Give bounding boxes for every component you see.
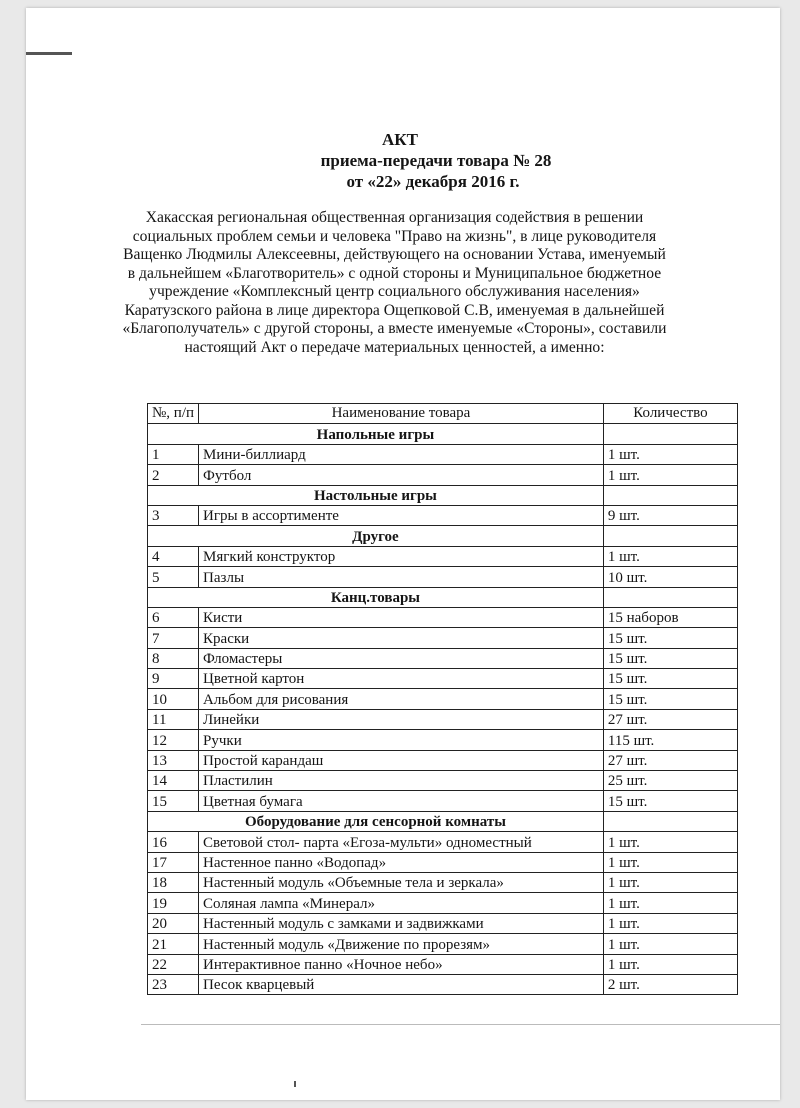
section-title: Настольные игры: [148, 485, 604, 505]
section-row: [148, 811, 738, 831]
cell-num: 12: [148, 730, 199, 750]
cell-num: 20: [148, 913, 199, 933]
cell-name: Пластилин: [199, 771, 604, 791]
cell-qty: 1 шт.: [603, 832, 737, 852]
table-row: [148, 791, 738, 811]
table-row: [148, 689, 738, 709]
cell-name: Световой стол- парта «Егоза-мульти» одноместный: [199, 832, 604, 852]
section-qty-cell: [603, 485, 737, 505]
cell-qty: 27 шт.: [603, 750, 737, 770]
cell-qty: 1 шт.: [603, 465, 737, 485]
section-qty-cell: [603, 526, 737, 546]
section-row: [148, 424, 738, 444]
table-row: [148, 607, 738, 627]
intro-text: Хакасская региональная общественная организация содействия в решении социальных проблем семьи и человека "Право на жизнь", в лице руководителя Ващенко Людмилы Алексеевны, действующего на основании Устава, именуемый в дальнейшем «Благотворитель» с одной стороны и Муниципальное бюджетное учреждение «Комплексный центр социального обслуживания населения» Каратузского района в лице директора Ощепковой С.В, именуемая в дальнейшей «Благополучатель» с другой стороны, а вместе именуемые «Стороны», составили настоящий Акт о передаче материальных ценностей, а именно:: [122, 209, 667, 356]
cell-qty: 15 шт.: [603, 689, 737, 709]
cell-qty: 115 шт.: [603, 730, 737, 750]
cell-num: 17: [148, 852, 199, 872]
cell-qty: 15 шт.: [603, 791, 737, 811]
table-row: [148, 546, 738, 566]
cell-qty: 1 шт.: [603, 546, 737, 566]
header-num: №, п/п: [148, 404, 199, 424]
document-page: [26, 8, 780, 1100]
section-qty-cell: [603, 811, 737, 831]
document-title: АКТ: [382, 130, 418, 149]
cell-name: Кисти: [199, 607, 604, 627]
cell-num: 11: [148, 709, 199, 729]
cell-qty: 1 шт.: [603, 913, 737, 933]
cell-num: 13: [148, 750, 199, 770]
table-row: [148, 709, 738, 729]
section-title: Оборудование для сенсорной комнаты: [148, 811, 604, 831]
cell-name: Цветная бумага: [199, 791, 604, 811]
cell-name: Цветной картон: [199, 669, 604, 689]
cell-name: Пазлы: [199, 567, 604, 587]
cell-num: 9: [148, 669, 199, 689]
cell-qty: 15 наборов: [603, 607, 737, 627]
table-row: [148, 669, 738, 689]
cell-name: Настенный модуль «Объемные тела и зеркала»: [199, 872, 604, 892]
cell-name: Интерактивное панно «Ночное небо»: [199, 954, 604, 974]
table-row: [148, 913, 738, 933]
cell-name: Линейки: [199, 709, 604, 729]
goods-table: [147, 403, 738, 995]
table-row: [148, 974, 738, 994]
section-row: [148, 526, 738, 546]
cell-qty: 15 шт.: [603, 669, 737, 689]
cell-qty: 25 шт.: [603, 771, 737, 791]
cell-num: 4: [148, 546, 199, 566]
cell-qty: 1 шт.: [603, 934, 737, 954]
cell-qty: 15 шт.: [603, 628, 737, 648]
table-row: [148, 505, 738, 525]
cell-name: Ручки: [199, 730, 604, 750]
cell-num: 23: [148, 974, 199, 994]
cell-name: Игры в ассортименте: [199, 505, 604, 525]
cell-num: 1: [148, 444, 199, 464]
cell-num: 6: [148, 607, 199, 627]
table-row: [148, 832, 738, 852]
table-row: [148, 934, 738, 954]
cell-name: Краски: [199, 628, 604, 648]
cell-num: 2: [148, 465, 199, 485]
cell-name: Мини-биллиард: [199, 444, 604, 464]
cell-name: Настенный модуль «Движение по прорезям»: [199, 934, 604, 954]
cell-num: 14: [148, 771, 199, 791]
section-title: Канц.товары: [148, 587, 604, 607]
table-row: [148, 465, 738, 485]
cell-qty: 10 шт.: [603, 567, 737, 587]
document-date: от «22» декабря 2016 г.: [346, 172, 520, 191]
cell-qty: 9 шт.: [603, 505, 737, 525]
cell-name: Настенный модуль с замками и задвижками: [199, 913, 604, 933]
cell-qty: 15 шт.: [603, 648, 737, 668]
table-row: [148, 852, 738, 872]
table-row: [148, 872, 738, 892]
cell-num: 8: [148, 648, 199, 668]
section-row: [148, 485, 738, 505]
table-row: [148, 730, 738, 750]
table-row: [148, 771, 738, 791]
cell-qty: 1 шт.: [603, 852, 737, 872]
cell-num: 16: [148, 832, 199, 852]
table-row: [148, 444, 738, 464]
goods-table-body: [148, 424, 738, 995]
section-row: [148, 587, 738, 607]
cell-qty: 27 шт.: [603, 709, 737, 729]
section-qty-cell: [603, 424, 737, 444]
cell-qty: 1 шт.: [603, 872, 737, 892]
cell-num: 7: [148, 628, 199, 648]
cell-num: 19: [148, 893, 199, 913]
bottom-rule: [141, 1024, 780, 1025]
header-name: Наименование товара: [199, 404, 604, 424]
cell-qty: 1 шт.: [603, 893, 737, 913]
section-title: Напольные игры: [148, 424, 604, 444]
scan-mark-bottom: [294, 1081, 296, 1087]
scan-mark: [26, 52, 72, 55]
cell-qty: 1 шт.: [603, 954, 737, 974]
cell-num: 21: [148, 934, 199, 954]
cell-name: Фломастеры: [199, 648, 604, 668]
cell-qty: 2 шт.: [603, 974, 737, 994]
cell-name: Соляная лампа «Минерал»: [199, 893, 604, 913]
cell-num: 18: [148, 872, 199, 892]
table-header-row: [148, 404, 738, 424]
cell-num: 5: [148, 567, 199, 587]
table-row: [148, 628, 738, 648]
cell-num: 10: [148, 689, 199, 709]
cell-num: 22: [148, 954, 199, 974]
section-title: Другое: [148, 526, 604, 546]
cell-name: Песок кварцевый: [199, 974, 604, 994]
table-row: [148, 893, 738, 913]
cell-name: Простой карандаш: [199, 750, 604, 770]
cell-qty: 1 шт.: [603, 444, 737, 464]
cell-name: Альбом для рисования: [199, 689, 604, 709]
intro-paragraph: [122, 209, 667, 357]
table-row: [148, 567, 738, 587]
cell-name: Футбол: [199, 465, 604, 485]
header-qty: Количество: [603, 404, 737, 424]
cell-name: Настенное панно «Водопад»: [199, 852, 604, 872]
table-row: [148, 954, 738, 974]
table-row: [148, 750, 738, 770]
document-subtitle: приема-передачи товара № 28: [320, 151, 552, 170]
table-row: [148, 648, 738, 668]
cell-num: 15: [148, 791, 199, 811]
cell-name: Мягкий конструктор: [199, 546, 604, 566]
section-qty-cell: [603, 587, 737, 607]
cell-num: 3: [148, 505, 199, 525]
document-header: [26, 129, 780, 192]
